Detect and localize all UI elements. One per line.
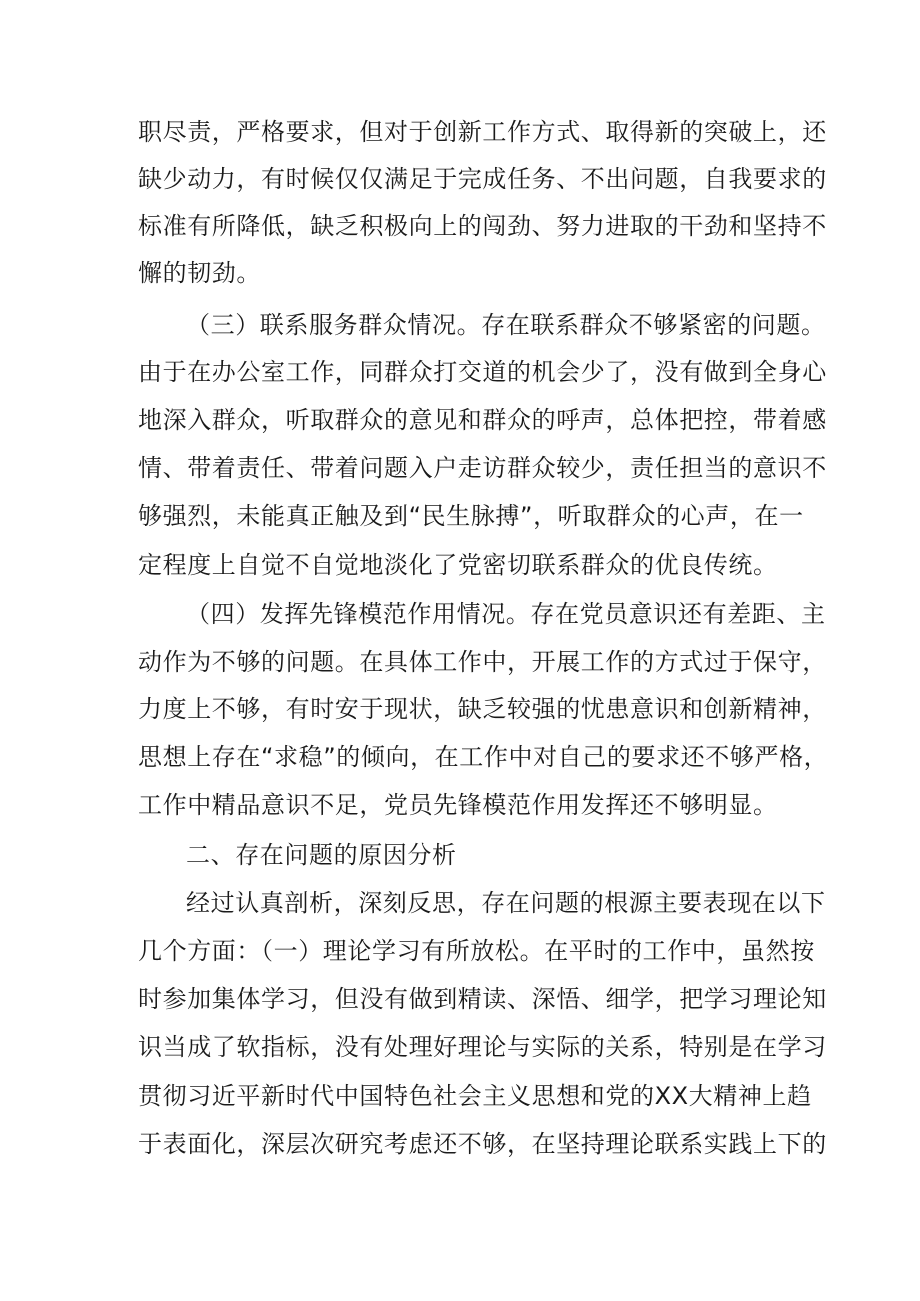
text-line: 由于在办公室工作，同群众打交道的机会少了，没有做到全身心 — [138, 358, 827, 386]
text-line: 几个方面：（一）理论学习有所放松。在平时的工作中，虽然按 — [138, 937, 815, 965]
section-heading-line: （四）发挥先锋模范作用情况。存在党员意识还有差距、主 — [186, 600, 826, 628]
text-line: 工作中精品意识不足，党员先锋模范作用发挥还不够明显。 — [138, 791, 778, 819]
text-line: 情、带着责任、带着问题入户走访群众较少，责任担当的意识不 — [138, 454, 827, 482]
text-line: 缺少动力，有时候仅仅满足于完成任务、不出问题，自我要求的 — [138, 165, 827, 193]
text-line: 时参加集体学习，但没有做到精读、深悟、细学，把学习理论知 — [138, 985, 827, 1013]
text-line: 力度上不够，有时安于现状，缺乏较强的忧患意识和创新精神， — [138, 695, 827, 723]
text-line: 于表面化，深层次研究考虑还不够，在坚持理论联系实践上下的 — [138, 1130, 827, 1158]
text-line: 动作为不够的问题。在具体工作中，开展工作的方式过于保守， — [138, 648, 827, 676]
text-line: 贯彻习近平新时代中国特色社会主义思想和党的XX大精神上趋 — [138, 1082, 812, 1110]
section-title: 二、存在问题的原因分析 — [186, 841, 457, 869]
text-line: 识当成了软指标，没有处理好理论与实际的关系，特别是在学习 — [138, 1033, 827, 1061]
text-line: 经过认真剖析，深刻反思，存在问题的根源主要表现在以下 — [186, 889, 826, 917]
text-line: 懈的韧劲。 — [138, 259, 261, 287]
text-line: 地深入群众，听取群众的意见和群众的呼声，总体把控，带着感 — [138, 406, 827, 434]
text-line: 职尽责，严格要求，但对于创新工作方式、取得新的突破上，还 — [138, 118, 827, 146]
text-line: 标准有所降低，缺乏积极向上的闯劲、努力进取的干劲和坚持不 — [138, 212, 827, 240]
text-line: 够强烈，未能真正触及到“民生脉搏”，听取群众的心声，在一 — [138, 502, 804, 530]
text-line: 定程度上自觉不自觉地淡化了党密切联系群众的优良传统。 — [138, 551, 778, 579]
section-heading-line: （三）联系服务群众情况。存在联系群众不够紧密的问题。 — [186, 311, 826, 339]
text-line: 思想上存在“求稳”的倾向，在工作中对自己的要求还不够严格， — [138, 743, 829, 771]
